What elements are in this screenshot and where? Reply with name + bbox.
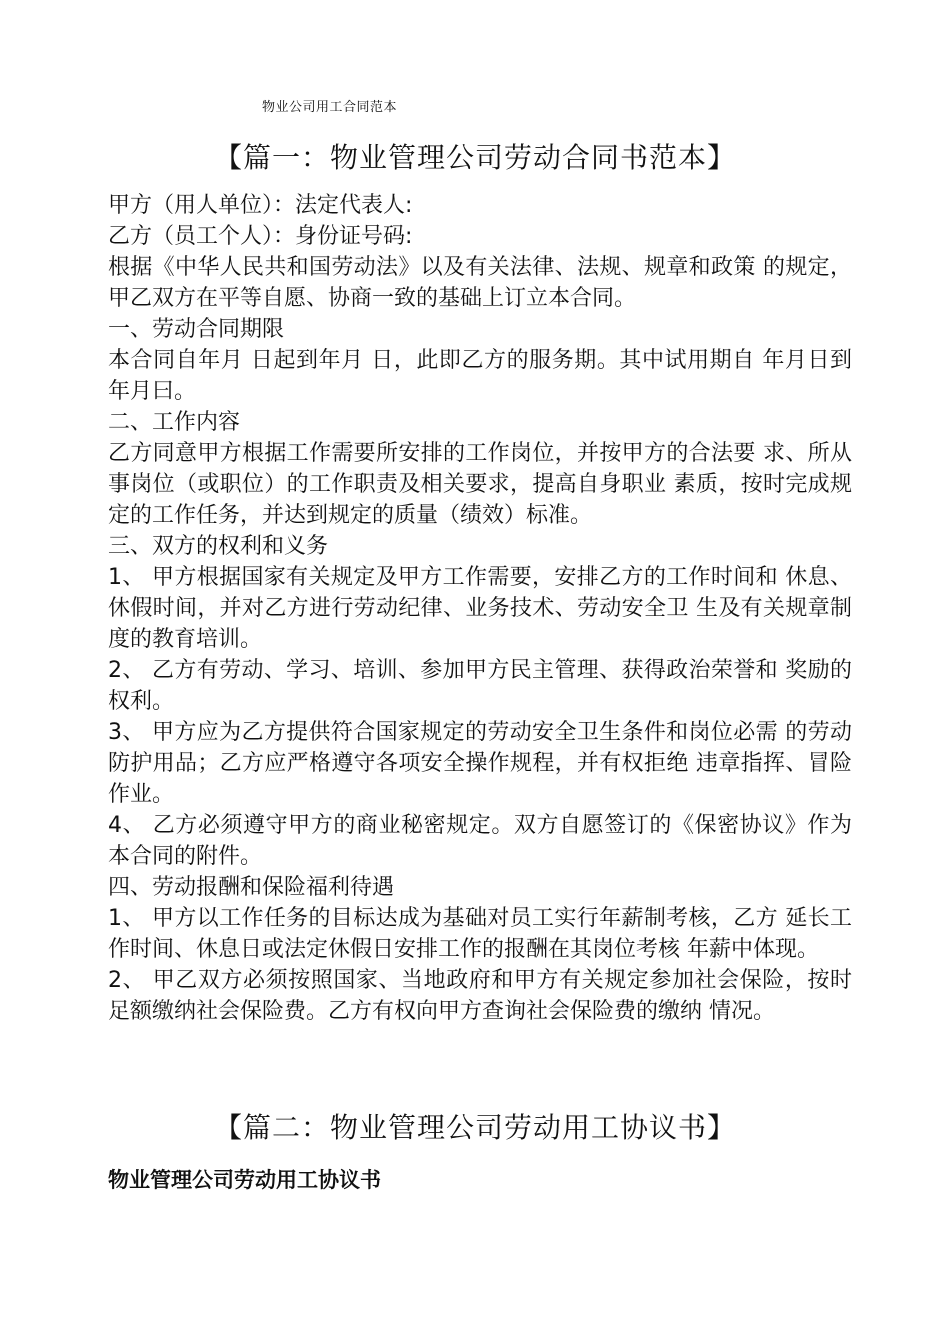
clause-heading-term: 一、劳动合同期限	[108, 317, 285, 342]
pay-item-1: 1、 甲方以工作任务的目标达成为基础对员工实行年薪制考核，乙方 延长工作时间、休息日或法定休假日安排工作的报酬在其岗位考核 年薪中体现。	[108, 906, 852, 962]
clause-heading-pay: 四、劳动报酬和保险福利待遇	[108, 875, 395, 900]
rights-item-1: 1、 甲方根据国家有关规定及甲方工作需要，安排乙方的工作时间和 休息、休假时间，并对乙方进行劳动纪律、业务技术、劳动安全卫 生及有关规章制度的教育培训。	[108, 565, 852, 652]
section-1-title: 【篇一：物业管理公司劳动合同书范本】	[213, 141, 736, 174]
party-a-line: 甲方（用人单位）：法定代表人:	[108, 193, 413, 218]
preamble-paragraph: 根据《中华人民共和国劳动法》以及有关法律、法规、规章和政策 的规定，甲乙双方在平等自愿、协商一致的基础上订立本合同。	[108, 255, 852, 311]
section-2-title: 【篇二：物业管理公司劳动用工协议书】	[213, 1111, 736, 1144]
term-paragraph: 本合同自年月 日起到年月 日，此即乙方的服务期。其中试用期自 年月日到年月曰。	[108, 348, 852, 404]
header-note: 物业公司用工合同范本	[262, 100, 398, 115]
rights-item-2: 2、 乙方有劳动、学习、培训、参加甲方民主管理、获得政治荣誉和 奖励的权利。	[108, 658, 852, 714]
rights-item-4: 4、 乙方必须遵守甲方的商业秘密规定。双方自愿签订的《保密协议》作为本合同的附件。	[108, 813, 852, 869]
pay-item-2: 2、 甲乙双方必须按照国家、当地政府和甲方有关规定参加社会保险，按时足额缴纳社会保险费。乙方有权向甲方查询社会保险费的缴纳 情况。	[108, 968, 852, 1024]
party-b-line: 乙方（员工个人）：身份证号码:	[108, 224, 413, 249]
clause-heading-work: 二、工作内容	[108, 410, 241, 435]
section-2-subheading: 物业管理公司劳动用工协议书	[108, 1168, 381, 1192]
clause-heading-rights: 三、双方的权利和义务	[108, 534, 329, 559]
section-1-body	[108, 190, 852, 1027]
work-paragraph: 乙方同意甲方根据工作需要所安排的工作岗位，并按甲方的合法要 求、所从事岗位（或职位）的工作职责及相关要求，提高自身职业 素质，按时完成规定的工作任务，并达到规定的质量（绩效）标准。	[108, 441, 852, 528]
rights-item-3: 3、 甲方应为乙方提供符合国家规定的劳动安全卫生条件和岗位必需 的劳动防护用品；乙方应严格遵守各项安全操作规程，并有权拒绝 违章指挥、冒险作业。	[108, 720, 852, 807]
